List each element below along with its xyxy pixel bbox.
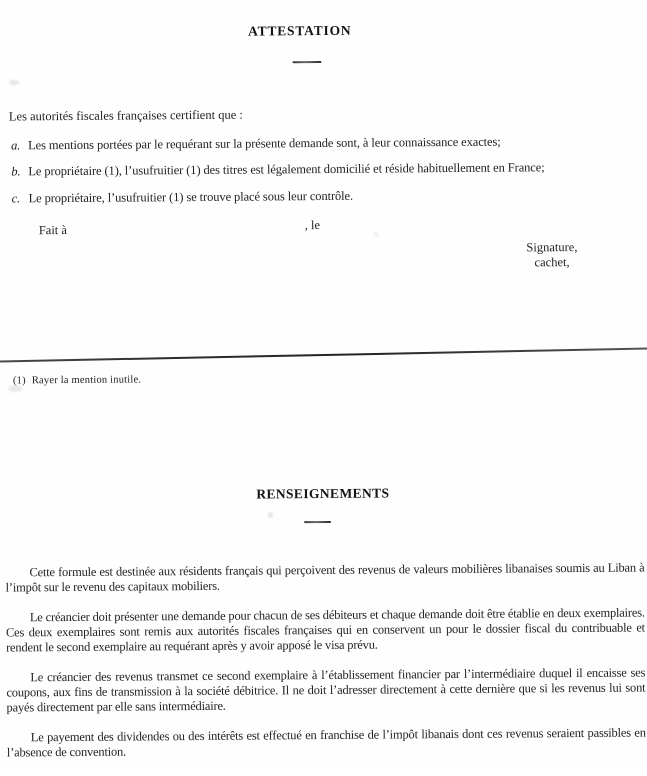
signature-block [511, 240, 593, 270]
fait-a-label: Fait à [38, 223, 67, 238]
renseignements-paragraph-2: Le créancier doit présenter une demande pour chacun de ses débiteurs et chaque demande doit être établie en deux exemplaires. Ces deux exemplaires sont remis aux autorités fiscales françaises qui en conservent un pour le dossier fiscal du contribuable et rendent le second exemplaire au requérant après y avoir apposé le visa prévu. [5, 605, 645, 655]
scan-artifact [9, 80, 19, 85]
item-b-marker: b. [11, 164, 21, 179]
certification-intro: Les autorités fiscales françaises certifient que : [8, 107, 243, 124]
renseignements-paragraph-4: Le payement des dividendes ou des intérêts est effectué en franchise de l’impôt libanais dont ces revenus seraient passibles en l’absence de convention. [6, 725, 646, 760]
item-c-marker: c. [11, 191, 21, 206]
cachet-label: cachet, [534, 254, 570, 269]
le-label: , le [304, 218, 321, 233]
scan-artifact [8, 385, 22, 392]
footnote-marker: (1) [12, 375, 26, 387]
attestation-title: ATTESTATION [247, 22, 352, 39]
renseignements-title: RENSEIGNEMENTS [256, 485, 390, 502]
scan-artifact [268, 512, 273, 518]
certification-item-a [11, 135, 501, 154]
renseignements-paragraph-1: Cette formule est destinée aux résidents français qui perçoivent des revenus de valeurs mobilières libanaises soumis au Liban à l’impôt sur le revenu des capitaux mobiliers. [5, 560, 645, 595]
attestation-divider-dash [292, 61, 321, 63]
signature-label: Signature, [526, 239, 578, 255]
footnote [13, 374, 141, 386]
item-c-text: Le propriétaire, l’usufruitier (1) se trouve placé sous leur contrôle. [28, 188, 354, 206]
renseignements-paragraph-3: Le créancier des revenus transmet ce second exemplaire à l’établissement financier par l’intermédiaire duquel il encaisse ses coupons, aux fins de transmission à la société débitrice. Il ne doit l’adresser directement à cette dernière que si les revenus lui sont payés directement par elle sans intermédiaire. [6, 665, 646, 715]
renseignements-body [5, 560, 646, 775]
certification-item-c [11, 189, 353, 207]
renseignements-divider-dash [304, 521, 331, 523]
certification-item-b [11, 160, 544, 179]
item-b-text: Le propriétaire (1), l’usufruitier (1) des titres est légalement domicilié et réside habituellement en France; [28, 160, 545, 179]
item-a-text: Les mentions portées par le requérant sur la présente demande sont, à leur connaissance exactes; [28, 134, 501, 153]
footnote-text: Rayer la mention inutile. [31, 374, 142, 387]
scan-artifact [375, 232, 378, 237]
item-a-marker: a. [11, 138, 21, 153]
